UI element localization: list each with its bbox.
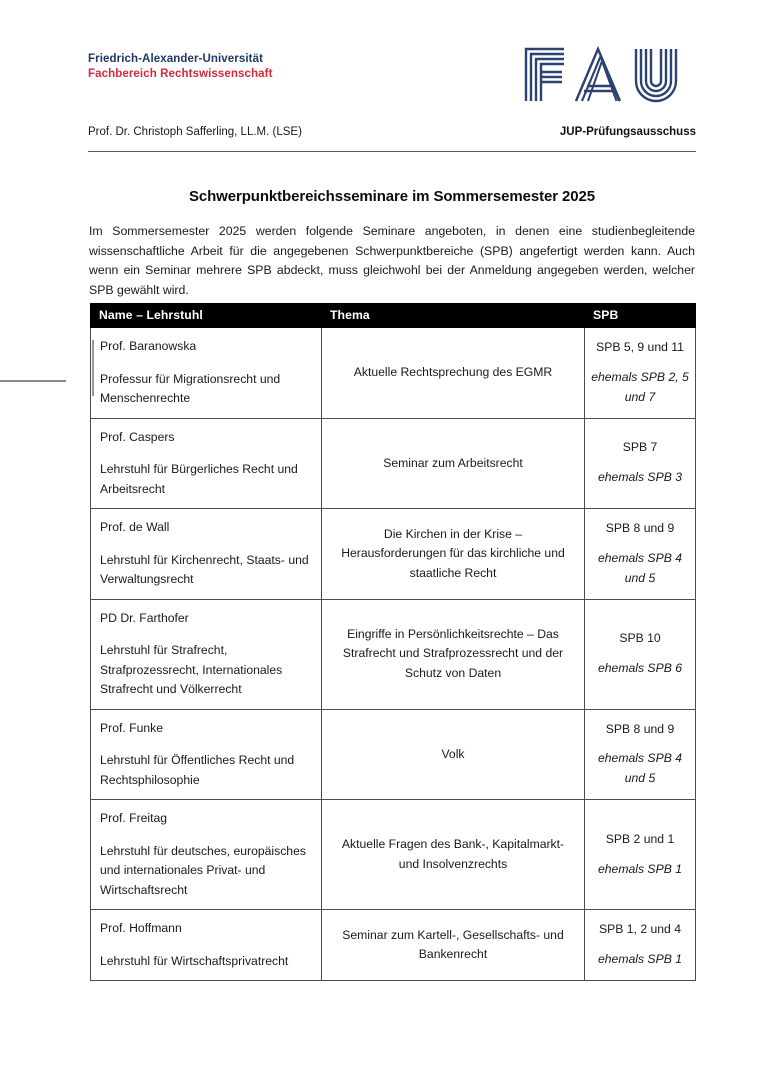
- cell-name: [91, 509, 322, 600]
- table-row: [91, 910, 696, 981]
- table-row: [91, 509, 696, 600]
- chair-name: Lehrstuhl für Kirchenrecht, Staats- und Verwaltungsrecht: [100, 552, 309, 586]
- cell-name: [91, 599, 322, 709]
- spb-former: ehemals SPB 2, 5 und 7: [591, 369, 689, 404]
- cell-thema: Aktuelle Fragen des Bank-, Kapitalmarkt- und Insolvenzrechts: [322, 800, 585, 910]
- cell-spb: [585, 328, 696, 419]
- university-brand: [88, 52, 273, 82]
- chair-name: Lehrstuhl für Bürgerliches Recht und Arbeitsrecht: [100, 462, 298, 496]
- university-name: Friedrich-Alexander-Universität: [88, 53, 264, 65]
- spb-current: SPB 2 und 1: [605, 831, 675, 846]
- person-name: Prof. Baranowska: [100, 339, 197, 353]
- spb-current: SPB 1, 2 und 4: [599, 922, 681, 937]
- table-row: [91, 328, 696, 419]
- cell-spb: [585, 800, 696, 910]
- chair-name: Lehrstuhl für Strafrecht, Strafprozessrecht, Internationales Strafrecht und Völkerrecht: [100, 643, 283, 696]
- person-name: Prof. Caspers: [100, 429, 175, 444]
- header-subline: [88, 126, 696, 148]
- cell-spb: [585, 418, 696, 509]
- spb-former: ehemals SPB 1: [597, 952, 682, 966]
- spb-current: SPB 7: [622, 440, 658, 455]
- spb-current: SPB 8 und 9: [605, 721, 675, 736]
- table-body: [91, 328, 696, 981]
- crop-mark-icon: [0, 380, 66, 382]
- chair-name: Lehrstuhl für Wirtschaftsprivatrecht: [100, 953, 289, 968]
- spb-former: ehemals SPB 1: [597, 861, 682, 876]
- cell-spb: [585, 599, 696, 709]
- cell-thema: Die Kirchen in der Krise – Herausforderungen für das kirchliche und staatliche Recht: [322, 509, 585, 600]
- document-header: [88, 48, 696, 158]
- person-name: Prof. Freitag: [100, 811, 168, 825]
- table-row: [91, 599, 696, 709]
- cell-spb: [585, 910, 696, 981]
- column-header-thema: Thema: [322, 304, 585, 328]
- cell-thema: Seminar zum Kartell-, Gesellschafts- und Bankenrecht: [322, 910, 585, 981]
- person-name: PD Dr. Farthofer: [100, 610, 189, 625]
- chair-name: Lehrstuhl für Öffentliches Recht und Rechtsphilosophie: [100, 753, 295, 787]
- spb-current: SPB 10: [619, 631, 661, 646]
- spb-former: ehemals SPB 3: [597, 470, 682, 485]
- table-row: [91, 418, 696, 509]
- cell-name: [91, 709, 322, 800]
- chair-name: Lehrstuhl für deutsches, europäisches und internationales Privat- und Wirtschaftsrecht: [100, 843, 306, 897]
- page-title: Schwerpunktbereichsseminare im Sommersemester 2025: [188, 188, 596, 205]
- cell-name: [91, 418, 322, 509]
- cell-spb: [585, 709, 696, 800]
- spb-former: ehemals SPB 4 und 5: [597, 550, 682, 585]
- spb-current: SPB 5, 9 und 11: [596, 340, 684, 355]
- professor-name: Prof. Dr. Christoph Safferling, LL.M. (LSE): [88, 126, 302, 138]
- cell-thema: Aktuelle Rechtsprechung des EGMR: [322, 328, 585, 419]
- column-header-name: Name – Lehrstuhl: [91, 304, 322, 328]
- table-header-row: [91, 304, 696, 328]
- spb-current: SPB 8 und 9: [605, 521, 675, 536]
- intro-paragraph: Im Sommersemester 2025 werden folgende Seminare angeboten, in denen eine studienbegleitende wissenschaftliche Arbeit für die angegebenen Schwerpunktbereiche (SPB) angefertigt werden kann. Auch wenn ein Seminar mehrere SPB abdeckt, muss gleichwohl bei der Anmeldung angegeben werden, welcher SPB gewählt wird.: [89, 224, 695, 297]
- faculty-name: Fachbereich Rechtswissenschaft: [88, 67, 273, 80]
- committee-name: JUP-Prüfungsausschuss: [559, 126, 696, 138]
- table-header: [91, 304, 696, 328]
- spb-former: ehemals SPB 6: [597, 661, 682, 675]
- table-row: [91, 709, 696, 800]
- person-name: Prof. Hoffmann: [100, 921, 182, 935]
- column-header-spb: SPB: [585, 304, 696, 328]
- cell-name: [91, 910, 322, 981]
- cell-thema: Volk: [322, 709, 585, 800]
- cell-name: [91, 328, 322, 419]
- cell-thema: Seminar zum Arbeitsrecht: [322, 418, 585, 509]
- fau-logo-icon: [520, 43, 696, 105]
- table-row: [91, 800, 696, 910]
- cell-spb: [585, 509, 696, 600]
- header-divider: [88, 151, 696, 152]
- cell-thema: Eingriffe in Persönlichkeitsrechte – Das Strafrecht und Strafprozessrecht und der Schutz von Daten: [322, 599, 585, 709]
- person-name: Prof. de Wall: [100, 520, 170, 534]
- seminar-table: [90, 303, 696, 981]
- spb-former: ehemals SPB 4 und 5: [597, 751, 682, 786]
- cell-name: [91, 800, 322, 910]
- person-name: Prof. Funke: [100, 720, 163, 735]
- chair-name: Professur für Migrationsrecht und Menschenrechte: [100, 371, 281, 405]
